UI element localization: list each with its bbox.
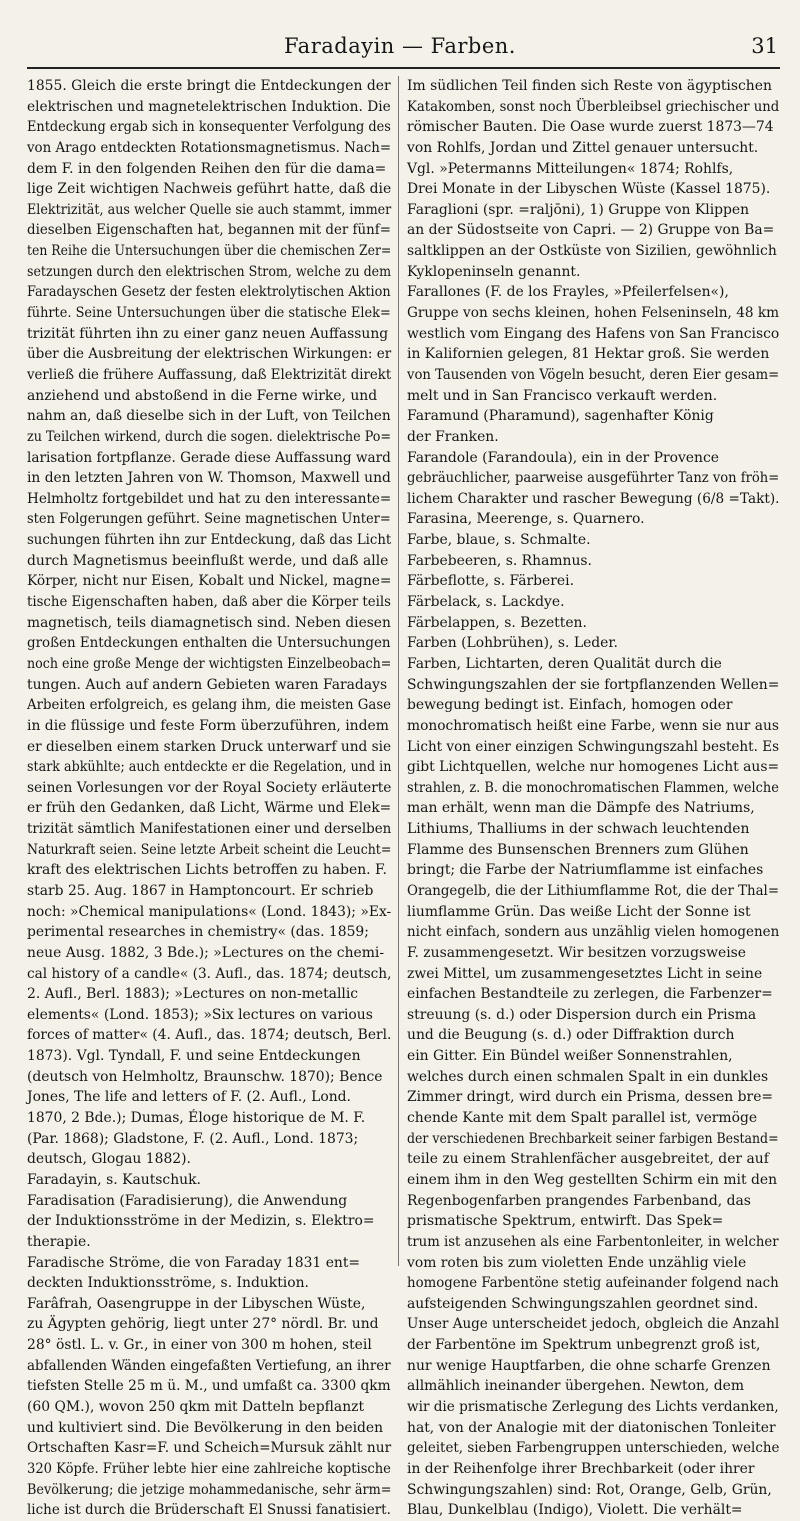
text-line: Arbeiten erfolgreich, es gelang ihm, die meisten Gase	[27, 697, 392, 714]
text-line: und kultiviert sind. Die Bevölkerung in den beiden	[27, 1419, 384, 1436]
text-line: perimental researches in chemistry« (das. 1859;	[27, 924, 369, 941]
text-line: in die flüssige und feste Form überzuführen, indem	[27, 717, 389, 734]
text-line: Helmholtz fortgebildet und hat zu den interessante=	[27, 490, 392, 507]
text-line: setzungen durch den elektrischen Strom, welche zu dem	[27, 263, 392, 280]
text-line: Elektrizität, aus welcher Quelle sie auch stammt, immer	[27, 201, 392, 218]
text-line: liche ist durch die Brüderschaft El Snussi fanatisiert.	[27, 1502, 391, 1519]
text-line: Färbeflotte, s. Färberei.	[407, 573, 574, 590]
text-line: magnetisch, teils diamagnetisch sind. Neben diesen	[27, 614, 391, 631]
text-line: streuung (s. d.) oder Dispersion durch ein Prisma	[407, 1006, 757, 1023]
text-line: allmählich ineinander übergehen. Newton, dem	[407, 1378, 745, 1395]
text-line: Schwingungszahlen der sie fortpflanzenden Wellen=	[407, 676, 780, 693]
text-line: 2. Aufl., Berl. 1883); »Lectures on non-metallic	[27, 986, 359, 1003]
text-line: man erhält, wenn man die Dämpfe des Natriums,	[407, 800, 755, 817]
text-line: noch eine große Menge der wichtigsten Einzelbeobach=	[27, 655, 392, 672]
text-line: Färbelappen, s. Bezetten.	[407, 614, 587, 631]
text-line: zu Ägypten gehörig, liegt unter 27° nördl. Br. und	[27, 1316, 379, 1333]
text-line: Entdeckung ergab sich in konsequenter Verfolgung des	[27, 119, 391, 136]
text-line: und die Beugung (s. d.) oder Diffraktion durch	[407, 1027, 735, 1044]
text-line: nahm an, daß dieselbe sich in der Luft, von Teilchen	[27, 408, 391, 425]
page-number: 31	[751, 34, 778, 58]
text-line: bewegung bedingt ist. Einfach, homogen oder	[407, 697, 733, 714]
text-line: seinen Vorlesungen vor der Royal Society erläuterte	[27, 779, 392, 796]
page-header	[0, 34, 800, 64]
text-line: abfallenden Wänden eingefaßten Vertiefung, an ihrer	[27, 1357, 391, 1374]
text-line: larisation fortpflanze. Gerade diese Auffassung ward	[27, 449, 391, 466]
text-line: Faramund (Pharamund), sagenhafter König	[407, 408, 714, 425]
text-line: von Rohlfs, Jordan und Zittel genauer untersucht.	[407, 139, 759, 156]
text-line: dieselben Eigenschaften hat, begannen mit der fünf=	[27, 222, 391, 239]
text-line: Färbelack, s. Lackdye.	[407, 594, 565, 611]
text-line: neue Ausg. 1882, 3 Bde.); »Lectures on the chemi-	[27, 944, 385, 961]
text-line: homogene Farbentöne stetig aufeinander folgend nach	[407, 1275, 779, 1292]
text-line: er früh den Gedanken, daß Licht, Wärme und Elek=	[27, 800, 392, 817]
text-line: (60 QM.), wovon 250 qkm mit Datteln bepflanzt	[27, 1399, 365, 1415]
text-line: in Kalifornien gelegen, 81 Hektar groß. Sie werden	[407, 346, 770, 363]
text-line: deckten Induktionsströme, s. Induktion.	[27, 1275, 309, 1292]
text-line: Farandole (Farandoula), ein in der Provence	[407, 449, 719, 466]
column-divider	[398, 76, 399, 1266]
text-line: starb 25. Aug. 1867 in Hamptoncourt. Er schrieb	[27, 882, 374, 899]
text-line: trizität sämtlich Manifestationen einer und derselben	[27, 821, 392, 838]
text-line: Gruppe von sechs kleinen, hohen Felseninseln, 48 km	[407, 305, 780, 322]
text-line: cal history of a candle« (3. Aufl., das. 1874; deutsch,	[27, 965, 392, 982]
text-line: prismatische Spektrum, entwirft. Das Spek=	[407, 1213, 724, 1230]
text-line: Faradayin, s. Kautschuk.	[27, 1171, 201, 1188]
text-line: Licht von einer einzigen Schwingungszahl besteht. Es	[407, 738, 780, 755]
text-line: einfachen Bestandteile zu zerlegen, die Farbenzer=	[407, 986, 773, 1003]
text-line: führte. Seine Untersuchungen über die statische Elek=	[27, 305, 391, 322]
text-line: tungen. Auch auf andern Gebieten waren Faradays	[27, 676, 388, 693]
text-line: lichem Charakter und rascher Bewegung (6/8 =Takt).	[407, 490, 780, 507]
text-line: (deutsch von Helmholtz, Braunschw. 1870); Bence	[27, 1068, 383, 1085]
header-rule	[27, 67, 780, 69]
text-line: trum ist anzusehen als eine Farbentonleiter, in welcher	[407, 1233, 779, 1250]
text-line: aufsteigenden Schwingungszahlen geordnet sind.	[407, 1295, 759, 1312]
text-line: Orangegelb, die der Lithiumflamme Rot, die der Thal=	[407, 882, 780, 899]
text-line: der Franken.	[407, 428, 499, 445]
text-line: Ortschaften Kasr=F. und Scheich=Mursuk zählt nur	[27, 1440, 392, 1457]
text-line: trizität führten ihn zu einer ganz neuen Auffassung	[27, 325, 389, 342]
text-line: Farbebeeren, s. Rhamnus.	[407, 552, 592, 569]
text-line: saltklippen an der Ostküste von Sizilien, gewöhnlich	[407, 243, 777, 260]
text-line: Körper, nicht nur Eisen, Kobalt und Nickel, magne=	[27, 573, 392, 590]
text-line: von Arago entdeckten Rotationsmagnetismus. Nach=	[27, 139, 392, 156]
text-line: Blau, Dunkelblau (Indigo), Violett. Die verhält=	[407, 1502, 743, 1519]
text-line: in den letzten Jahren von W. Thomson, Maxwell und	[27, 470, 391, 487]
text-line: Farbe, blaue, s. Schmalte.	[407, 532, 591, 549]
text-line: chende Kante mit dem Spalt parallel ist, vermöge	[407, 1110, 758, 1127]
text-line: Farasina, Meerenge, s. Quarnero.	[407, 511, 645, 528]
text-line: kraft des elektrischen Lichts betroffen zu haben. F.	[27, 862, 387, 879]
text-line: elements« (Lond. 1853); »Six lectures on various	[27, 1006, 373, 1023]
text-line: suchungen führten ihn zur Entdeckung, daß das Licht	[27, 532, 392, 549]
text-line: er dieselben einem starken Druck unterwarf und sie	[27, 738, 392, 755]
right-column	[407, 76, 780, 1519]
text-line: vom roten bis zum violetten Ende unzählig viele	[407, 1254, 747, 1271]
text-line: 1873). Vgl. Tyndall, F. und seine Entdeckungen	[27, 1048, 361, 1065]
text-line: Im südlichen Teil finden sich Reste von ägyptischen	[407, 78, 772, 94]
text-line: stark abkühlte; auch entdeckte er die Regelation, und in	[27, 759, 392, 776]
text-line: elektrischen und magnetelektrischen Induktion. Die	[27, 98, 391, 115]
text-line: melt und in San Francisco verkauft werden.	[407, 387, 718, 404]
text-line: welches durch einen schmalen Spalt in ein dunkles	[407, 1068, 769, 1085]
text-line: westlich vom Eingang des Hafens von San Francisco	[407, 325, 780, 342]
text-line: strahlen, z. B. die monochromatischen Flammen, welche	[407, 779, 779, 796]
text-line: teile zu einem Strahlenfächer ausgebreitet, der auf	[407, 1151, 769, 1168]
text-line: Vgl. »Petermanns Mitteilungen« 1874; Rohlfs,	[407, 160, 734, 177]
text-line: sten Folgerungen geführt. Seine magnetischen Unter=	[27, 511, 391, 528]
text-line: 1855. Gleich die erste bringt die Entdeckungen der	[27, 78, 391, 94]
text-line: nicht einfach, sondern aus unzählig vielen homogenen	[407, 924, 780, 941]
text-line: forces of matter« (4. Aufl., das. 1874; deutsch, Berl.	[27, 1027, 392, 1044]
text-line: Flamme des Bunsenschen Brenners zum Glühen	[407, 841, 749, 858]
text-line: tiefsten Stelle 25 m ü. M., und umfaßt ca. 3300 qkm	[27, 1378, 391, 1395]
text-line: ein Gitter. Ein Bündel weißer Sonnenstrahlen,	[407, 1048, 733, 1065]
text-line: gibt Lichtquellen, welche nur homogenes Licht aus=	[407, 759, 780, 776]
text-line: Farâfrah, Oasengruppe in der Libyschen Wüste,	[27, 1295, 366, 1312]
text-line: 320 Köpfe. Früher lebte hier eine zahlreiche koptische	[27, 1460, 391, 1477]
text-line: therapie.	[27, 1233, 91, 1250]
text-line: über die Ausbreitung der elektrischen Wirkungen: er	[27, 346, 392, 363]
text-line: ten Reihe die Untersuchungen über die chemischen Zer=	[27, 243, 392, 260]
text-line: Naturkraft seien. Seine letzte Arbeit scheint die Leucht=	[27, 841, 392, 858]
text-line: nur wenige Hauptfarben, die ohne scharfe Grenzen	[407, 1357, 771, 1374]
text-line: Faradisation (Faradisierung), die Anwendung	[27, 1192, 348, 1209]
text-line: dem F. in den folgenden Reihen den für die dama=	[27, 160, 387, 177]
text-line: von Tausenden von Vögeln besucht, deren Eier gesam=	[407, 366, 780, 383]
text-line: Farben (Lohbrühen), s. Leder.	[407, 635, 618, 652]
text-line: Farallones (F. de los Frayles, »Pfeilerfelsen«),	[407, 284, 729, 301]
text-line: wir die prismatische Zerlegung des Lichts verdanken,	[407, 1399, 779, 1415]
text-line: Faradische Ströme, die von Faraday 1831 ent=	[27, 1254, 361, 1271]
text-line: tische Eigenschaften haben, daß aber die Körper teils	[27, 594, 391, 611]
text-line: hat, von der Analogie mit der diatonischen Tonleiter	[407, 1419, 776, 1436]
text-line: geleitet, sieben Farbengruppen unterschieden, welche	[407, 1440, 780, 1457]
text-line: Faradayschen Gesetz der festen elektrolytischen Aktion	[27, 284, 391, 301]
text-line: anziehend und abstoßend in die Ferne wirke, und	[27, 387, 378, 404]
text-line: Unser Auge unterscheidet jedoch, obgleich die Anzahl	[407, 1316, 780, 1333]
text-line: Faraglioni (spr. =raljōni), 1) Gruppe von Klippen	[407, 201, 750, 218]
text-line: in der Reihenfolge ihrer Brechbarkeit (oder ihrer	[407, 1460, 755, 1477]
text-line: Kyklopeninseln genannt.	[407, 263, 581, 280]
text-line: Farben, Lichtarten, deren Qualität durch die	[407, 655, 722, 672]
text-line: Zimmer dringt, wird durch ein Prisma, dessen bre=	[407, 1089, 774, 1106]
text-line: Drei Monate in der Libyschen Wüste (Kassel 1875).	[407, 181, 771, 198]
text-line: deutsch, Glogau 1882).	[27, 1151, 191, 1168]
text-line: durch Magnetismus beeinflußt werde, und daß alle	[27, 552, 389, 569]
text-line: der verschiedenen Brechbarkeit seiner farbigen Bestand=	[407, 1130, 779, 1147]
text-line: Katakomben, sonst noch Überbleibsel griechischer und	[407, 98, 780, 115]
text-line: der Induktionsströme in der Medizin, s. Elektro=	[27, 1213, 375, 1230]
text-line: lige Zeit wichtigen Nachweis geführt hatte, daß die	[27, 181, 392, 198]
text-line: verließ die frühere Auffassung, daß Elektrizität direkt	[27, 366, 392, 383]
text-line: noch: »Chemical manipulations« (Lond. 1843); »Ex-	[27, 903, 392, 920]
text-line: gebräuchlicher, paarweise ausgeführter Tanz von fröh=	[407, 470, 780, 487]
text-line: zu Teilchen wirkend, durch die sogen. dielektrische Po=	[27, 428, 392, 445]
text-line: liumflamme Grün. Das weiße Licht der Sonne ist	[407, 903, 751, 920]
text-line: bringt; die Farbe der Natriumflamme ist einfaches	[407, 862, 764, 879]
text-line: großen Entdeckungen enthalten die Untersuchungen	[27, 635, 391, 652]
text-line: römischer Bauten. Die Oase wurde zuerst 1873—74	[407, 119, 774, 136]
text-line: monochromatisch heißt eine Farbe, wenn sie nur aus	[407, 717, 779, 734]
text-line: einem ihm in den Weg gestellten Schirm ein mit den	[407, 1171, 778, 1188]
left-column	[27, 76, 392, 1519]
running-head: Faradayin — Farben.	[284, 34, 516, 58]
text-line: Jones, The life and letters of F. (2. Aufl., Lond.	[27, 1089, 351, 1106]
text-line: Schwingungszahlen) sind: Rot, Orange, Gelb, Grün,	[407, 1481, 772, 1498]
text-line: 28° östl. L. v. Gr., in einer von 300 m hohen, steil	[27, 1337, 372, 1354]
text-line: F. zusammengesetzt. Wir besitzen vorzugsweise	[407, 944, 746, 961]
text-line: an der Südostseite von Capri. — 2) Gruppe von Ba=	[407, 222, 775, 239]
text-line: zwei Mittel, um zusammengesetztes Licht in seine	[407, 965, 763, 982]
text-line: Lithiums, Thalliums in der schwach leuchtenden	[407, 821, 750, 838]
text-line: der Farbentöne im Spektrum unbegrenzt groß ist,	[407, 1337, 761, 1354]
text-line: Regenbogenfarben prangendes Farbenband, das	[407, 1192, 751, 1209]
text-line: 1870, 2 Bde.); Dumas, Éloge historique de M. F.	[27, 1110, 366, 1127]
text-line: (Par. 1868); Gladstone, F. (2. Aufl., Lond. 1873;	[27, 1130, 359, 1147]
text-line: Bevölkerung; die jetzige mohammedanische, sehr ärm=	[27, 1481, 392, 1498]
